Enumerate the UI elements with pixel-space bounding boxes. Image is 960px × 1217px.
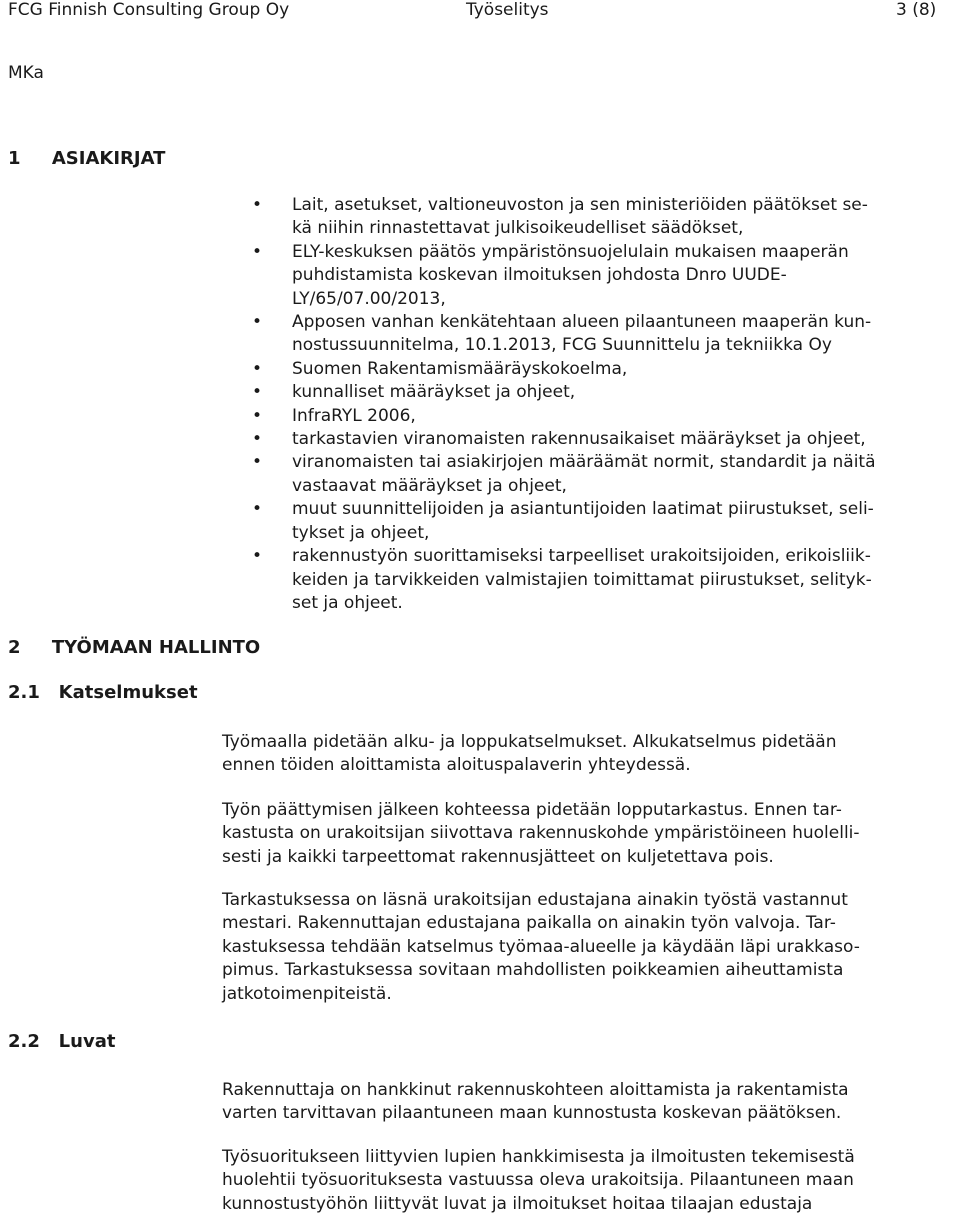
bullet-icon: • [252, 429, 263, 450]
paragraph-line: jatkotoimenpiteistä. [222, 983, 392, 1004]
list-item [252, 498, 952, 545]
bullet-icon: • [252, 241, 263, 262]
list-item-line: set ja ohjeet. [292, 592, 403, 613]
section-2-heading: 2 TYÖMAAN HALLINTO [8, 637, 261, 658]
paragraph [222, 731, 947, 778]
paragraph-line: kastusta on urakoitsijan siivottava rakennuskohde ympäristöineen huolelli- [222, 823, 860, 844]
header-page-number: 3 (8) [896, 0, 937, 20]
paragraph-line: sesti ja kaikki tarpeettomat rakennusjätteet on kuljetettava pois. [222, 846, 774, 867]
list-item [252, 241, 952, 311]
bullet-icon: • [252, 499, 263, 520]
header-company: FCG Finnish Consulting Group Oy [8, 0, 290, 20]
list-item [252, 358, 952, 381]
bullet-icon: • [252, 312, 263, 333]
author-initials: MKa [8, 63, 44, 83]
list-item-line: kunnalliset määräykset ja ohjeet, [292, 382, 576, 403]
document-list [252, 194, 952, 615]
paragraph-line: Työsuoritukseen liittyvien lupien hankkimisesta ja ilmoitusten tekemisestä [222, 1147, 855, 1167]
paragraph-line: Työmaalla pidetään alku- ja loppukatselmukset. Alkukatselmus pidetään [222, 732, 837, 752]
paragraph-line: mestari. Rakennuttajan edustajana paikalla on ainakin työn valvoja. Tar- [222, 913, 836, 934]
list-item-line: ELY-keskuksen päätös ympäristönsuojelulain mukaisen maaperän [292, 241, 849, 262]
bullet-icon: • [252, 195, 263, 215]
list-item-line: keiden ja tarvikkeiden valmistajien toimittamat piirustukset, selityk- [292, 569, 872, 590]
list-item-line: viranomaisten tai asiakirjojen määräämät normit, standardit ja näitä [292, 452, 876, 473]
list-item-line: tarkastavien viranomaisten rakennusaikaiset määräykset ja ohjeet, [292, 429, 866, 450]
list-item [252, 451, 952, 498]
bullet-icon: • [252, 382, 263, 403]
list-item-line: vastaavat määräykset ja ohjeet, [292, 475, 567, 496]
list-item-line: InfraRYL 2006, [292, 405, 416, 426]
list-item-line: Apposen vanhan kenkätehtaan alueen pilaantuneen maaperän kun- [292, 312, 872, 333]
paragraph-line: kastuksessa tehdään katselmus työmaa-alueelle ja käydään läpi urakkaso- [222, 936, 860, 957]
paragraph [222, 1146, 947, 1216]
bullet-icon: • [252, 358, 263, 379]
paragraph-line: Rakennuttaja on hankkinut rakennuskohteen aloittamista ja rakentamista [222, 1080, 849, 1100]
list-item-line: Suomen Rakentamismääräyskokoelma, [292, 358, 628, 379]
list-item-line: tykset ja ohjeet, [292, 522, 430, 543]
section-2-1-heading: 2.1 Katselmukset [8, 682, 198, 703]
paragraph-line: ennen töiden aloittamista aloituspalaverin yhteydessä. [222, 755, 691, 776]
list-item [252, 194, 952, 241]
list-item-line: nostussuunnitelma, 10.1.2013, FCG Suunnittelu ja tekniikka Oy [292, 335, 832, 356]
paragraph-line: huolehtii työsuorituksesta vastuussa oleva urakoitsija. Pilaantuneen maan [222, 1170, 854, 1191]
paragraph [222, 889, 947, 1006]
list-item [252, 428, 952, 451]
list-item-line: LY/65/07.00/2013, [292, 288, 446, 309]
list-item-line: muut suunnittelijoiden ja asiantuntijoiden laatimat piirustukset, seli- [292, 499, 874, 520]
header-doc-type: Työselitys [466, 0, 549, 20]
list-item [252, 405, 952, 428]
section-1-heading: 1 ASIAKIRJAT [8, 148, 166, 169]
paragraph [222, 1079, 947, 1126]
bullet-icon: • [252, 452, 263, 473]
list-item-line: Lait, asetukset, valtioneuvoston ja sen ministeriöiden päätökset se- [292, 195, 868, 215]
bullet-icon: • [252, 405, 263, 426]
paragraph-line: varten tarvittavan pilaantuneen maan kunnostusta koskevan päätöksen. [222, 1103, 842, 1124]
section-2-2-heading: 2.2 Luvat [8, 1031, 116, 1052]
list-item [252, 545, 952, 615]
list-item [252, 381, 952, 404]
paragraph-line: Työn päättymisen jälkeen kohteessa pidetään lopputarkastus. Ennen tar- [222, 800, 842, 820]
paragraph-line: Tarkastuksessa on läsnä urakoitsijan edustajana ainakin työstä vastannut [222, 890, 848, 910]
paragraph-line: kunnostustyöhön liittyvät luvat ja ilmoitukset hoitaa tilaajan edustaja [222, 1193, 813, 1214]
list-item [252, 311, 952, 358]
paragraph [222, 799, 947, 869]
list-item-line: rakennustyön suorittamiseksi tarpeelliset urakoitsijoiden, erikoisliik- [292, 546, 871, 567]
paragraph-line: pimus. Tarkastuksessa sovitaan mahdollisten poikkeamien aiheuttamista [222, 960, 844, 981]
list-item-line: kä niihin rinnastettavat julkisoikeudelliset säädökset, [292, 218, 744, 239]
bullet-icon: • [252, 546, 263, 567]
list-item-line: puhdistamista koskevan ilmoituksen johdosta Dnro UUDE- [292, 265, 787, 286]
